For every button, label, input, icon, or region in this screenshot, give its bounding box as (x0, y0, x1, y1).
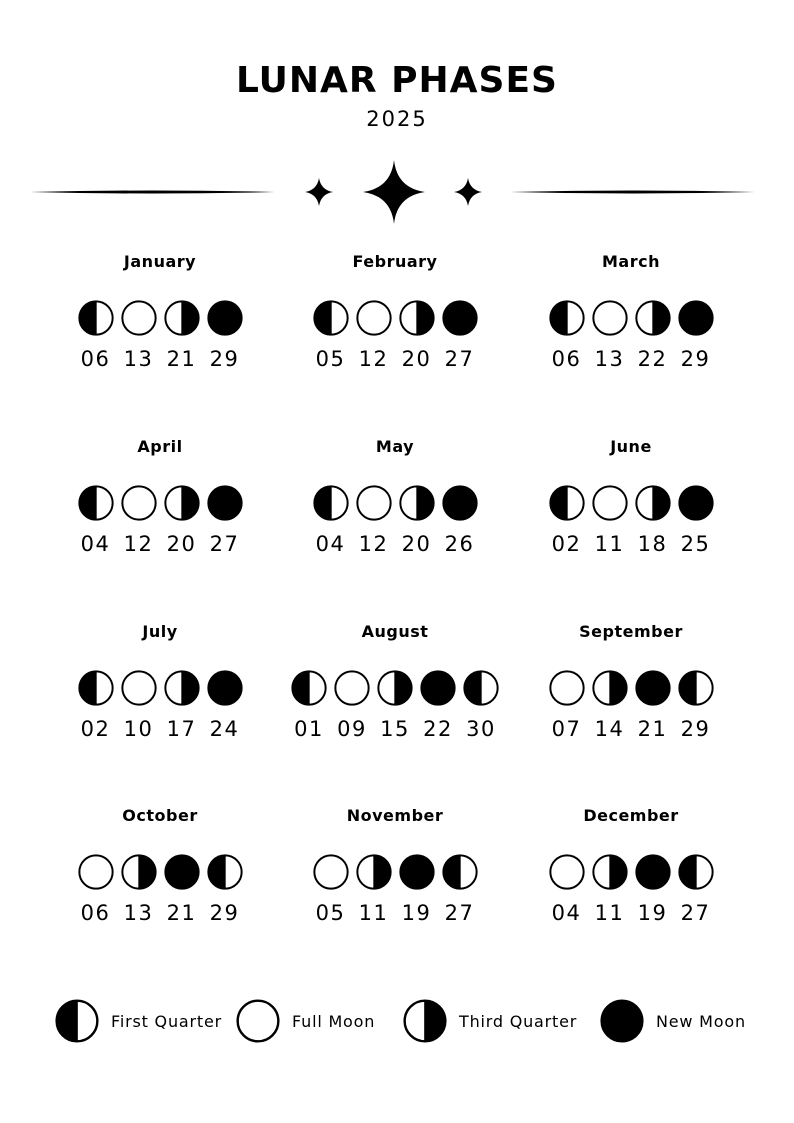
divider-line-right (510, 191, 755, 194)
first-quarter-icon (78, 300, 114, 336)
third-quarter-icon (164, 485, 200, 521)
first-quarter-icon (55, 999, 99, 1043)
new-moon-icon (635, 854, 671, 890)
phase-row (275, 670, 515, 750)
phase-day: 12 (123, 532, 154, 556)
month-september (511, 622, 751, 772)
phase-day: 20 (166, 532, 197, 556)
new-moon-icon (442, 485, 478, 521)
month-october (40, 806, 280, 956)
full-moon-icon (121, 300, 157, 336)
phase-day: 19 (637, 901, 668, 925)
phase-day: 20 (401, 347, 432, 371)
month-name: April (137, 437, 183, 456)
small-star-icon-right (454, 178, 482, 206)
phase-entry (78, 670, 114, 750)
small-star-icon-left (305, 178, 333, 206)
phase-day: 06 (80, 347, 111, 371)
new-moon-icon (678, 300, 714, 336)
phase-entry (207, 485, 243, 565)
phase-day: 29 (680, 347, 711, 371)
phase-row (40, 854, 280, 934)
full-moon-icon (334, 670, 370, 706)
third-quarter-icon (403, 999, 447, 1043)
third-quarter-icon (592, 670, 628, 706)
full-moon-icon (549, 854, 585, 890)
month-february (275, 252, 515, 402)
phase-entry (399, 485, 435, 565)
phase-day: 30 (466, 717, 496, 741)
phase-day: 24 (209, 717, 240, 741)
first-quarter-icon (678, 854, 714, 890)
new-moon-icon (207, 485, 243, 521)
phase-day: 12 (358, 532, 389, 556)
phase-day: 11 (594, 532, 625, 556)
phase-row (40, 485, 280, 565)
phase-legend (0, 998, 794, 1048)
month-name: February (352, 252, 438, 271)
month-january (40, 252, 280, 402)
new-moon-icon (207, 300, 243, 336)
full-moon-icon (78, 854, 114, 890)
full-moon-icon (549, 670, 585, 706)
phase-entry (121, 485, 157, 565)
phase-row (275, 854, 515, 934)
phase-entry (121, 854, 157, 934)
phase-row (511, 300, 751, 380)
phase-day: 05 (315, 347, 346, 371)
month-name: May (375, 437, 415, 456)
first-quarter-icon (549, 300, 585, 336)
phase-entry (313, 485, 349, 565)
phase-entry (442, 300, 478, 380)
legend-item (403, 998, 577, 1044)
phase-entry (377, 670, 413, 750)
phase-entry (121, 300, 157, 380)
phase-day: 14 (594, 717, 625, 741)
phase-day: 05 (315, 901, 346, 925)
phase-entry (399, 854, 435, 934)
legend-label: First Quarter (111, 1011, 222, 1031)
phase-entry (678, 300, 714, 380)
month-name: June (610, 437, 652, 456)
phase-day: 26 (444, 532, 475, 556)
phase-day: 01 (294, 717, 324, 741)
phase-entry (207, 670, 243, 750)
month-name: January (123, 252, 197, 271)
first-quarter-icon (313, 300, 349, 336)
third-quarter-icon (377, 670, 413, 706)
phase-day: 21 (166, 347, 197, 371)
phase-entry (592, 485, 628, 565)
third-quarter-icon (399, 300, 435, 336)
phase-entry (291, 670, 327, 750)
phase-day: 29 (680, 717, 711, 741)
new-moon-icon (164, 854, 200, 890)
new-moon-icon (635, 670, 671, 706)
new-moon-icon (442, 300, 478, 336)
star-divider (30, 152, 758, 232)
legend-label: Third Quarter (459, 1011, 578, 1031)
phase-day: 20 (401, 532, 432, 556)
third-quarter-icon (164, 300, 200, 336)
phase-day: 04 (315, 532, 346, 556)
phase-row (511, 670, 751, 750)
full-moon-icon (121, 485, 157, 521)
phase-day: 04 (80, 532, 111, 556)
month-april (40, 437, 280, 587)
third-quarter-icon (356, 854, 392, 890)
third-quarter-icon (399, 485, 435, 521)
phase-day: 11 (358, 901, 389, 925)
phase-entry (549, 485, 585, 565)
phase-entry (356, 854, 392, 934)
phase-entry (549, 300, 585, 380)
phase-day: 25 (680, 532, 711, 556)
month-may (275, 437, 515, 587)
phase-day: 09 (337, 717, 367, 741)
phase-day: 27 (444, 347, 475, 371)
phase-day: 27 (444, 901, 475, 925)
phase-entry (635, 485, 671, 565)
phase-day: 17 (166, 717, 197, 741)
full-moon-icon (356, 485, 392, 521)
phase-entry (549, 854, 585, 934)
phase-entry (78, 485, 114, 565)
first-quarter-icon (291, 670, 327, 706)
phase-row (275, 485, 515, 565)
divider-line-left (30, 191, 275, 194)
phase-entry (356, 485, 392, 565)
phase-day: 02 (80, 717, 111, 741)
month-march (511, 252, 751, 402)
full-moon-icon (313, 854, 349, 890)
first-quarter-icon (78, 670, 114, 706)
phase-day: 13 (594, 347, 625, 371)
first-quarter-icon (313, 485, 349, 521)
phase-day: 27 (209, 532, 240, 556)
phase-day: 12 (358, 347, 389, 371)
phase-row (511, 854, 751, 934)
phase-entry (313, 300, 349, 380)
legend-item (236, 998, 375, 1044)
phase-day: 15 (380, 717, 410, 741)
third-quarter-icon (121, 854, 157, 890)
first-quarter-icon (549, 485, 585, 521)
new-moon-icon (207, 670, 243, 706)
first-quarter-icon (463, 670, 499, 706)
phase-entry (121, 670, 157, 750)
phase-entry (399, 300, 435, 380)
month-name: March (602, 252, 660, 271)
full-moon-icon (356, 300, 392, 336)
phase-entry (420, 670, 456, 750)
phase-day: 02 (551, 532, 582, 556)
phase-day: 06 (80, 901, 111, 925)
phase-entry (164, 670, 200, 750)
phase-day: 19 (401, 901, 432, 925)
page-title: LUNAR PHASES (236, 60, 558, 101)
legend-item (600, 998, 746, 1044)
full-moon-icon (592, 485, 628, 521)
phase-row (511, 485, 751, 565)
phase-entry (78, 300, 114, 380)
year-subtitle: 2025 (366, 107, 428, 131)
third-quarter-icon (635, 485, 671, 521)
phase-entry (549, 670, 585, 750)
phase-day: 13 (123, 347, 154, 371)
phase-entry (442, 854, 478, 934)
month-july (40, 622, 280, 772)
phase-day: 06 (551, 347, 582, 371)
large-star-icon (363, 160, 425, 224)
month-name: July (142, 622, 178, 641)
month-november (275, 806, 515, 956)
phase-day: 13 (123, 901, 154, 925)
phase-day: 21 (637, 717, 668, 741)
phase-entry (678, 670, 714, 750)
phase-day: 29 (209, 901, 240, 925)
phase-entry (313, 854, 349, 934)
phase-entry (463, 670, 499, 750)
phase-day: 07 (551, 717, 582, 741)
phase-day: 18 (637, 532, 668, 556)
phase-day: 04 (551, 901, 582, 925)
new-moon-icon (600, 999, 644, 1043)
first-quarter-icon (678, 670, 714, 706)
legend-label: New Moon (656, 1011, 746, 1031)
month-name: October (122, 806, 198, 825)
full-moon-icon (121, 670, 157, 706)
first-quarter-icon (78, 485, 114, 521)
third-quarter-icon (592, 854, 628, 890)
phase-entry (635, 670, 671, 750)
legend-label: Full Moon (292, 1011, 376, 1031)
phase-day: 27 (680, 901, 711, 925)
month-december (511, 806, 751, 956)
month-name: August (361, 622, 429, 641)
phase-entry (334, 670, 370, 750)
phase-entry (592, 670, 628, 750)
first-quarter-icon (442, 854, 478, 890)
phase-entry (164, 485, 200, 565)
month-name: September (579, 622, 683, 641)
third-quarter-icon (164, 670, 200, 706)
phase-entry (78, 854, 114, 934)
full-moon-icon (236, 999, 280, 1043)
phase-day: 21 (166, 901, 197, 925)
full-moon-icon (592, 300, 628, 336)
third-quarter-icon (635, 300, 671, 336)
phase-entry (207, 854, 243, 934)
legend-item (55, 998, 222, 1044)
phase-entry (356, 300, 392, 380)
phase-entry (442, 485, 478, 565)
month-june (511, 437, 751, 587)
phase-entry (207, 300, 243, 380)
month-name: November (346, 806, 444, 825)
phase-entry (678, 854, 714, 934)
new-moon-icon (678, 485, 714, 521)
new-moon-icon (420, 670, 456, 706)
phase-entry (635, 854, 671, 934)
phase-entry (592, 300, 628, 380)
phase-day: 29 (209, 347, 240, 371)
phase-day: 22 (423, 717, 453, 741)
phase-entry (635, 300, 671, 380)
first-quarter-icon (207, 854, 243, 890)
phase-row (40, 300, 280, 380)
phase-row (275, 300, 515, 380)
phase-entry (164, 854, 200, 934)
phase-day: 11 (594, 901, 625, 925)
phase-entry (592, 854, 628, 934)
month-august (275, 622, 515, 772)
phase-day: 22 (637, 347, 668, 371)
phase-row (40, 670, 280, 750)
phase-entry (678, 485, 714, 565)
phase-day: 10 (123, 717, 154, 741)
month-name: December (583, 806, 679, 825)
new-moon-icon (399, 854, 435, 890)
phase-entry (164, 300, 200, 380)
